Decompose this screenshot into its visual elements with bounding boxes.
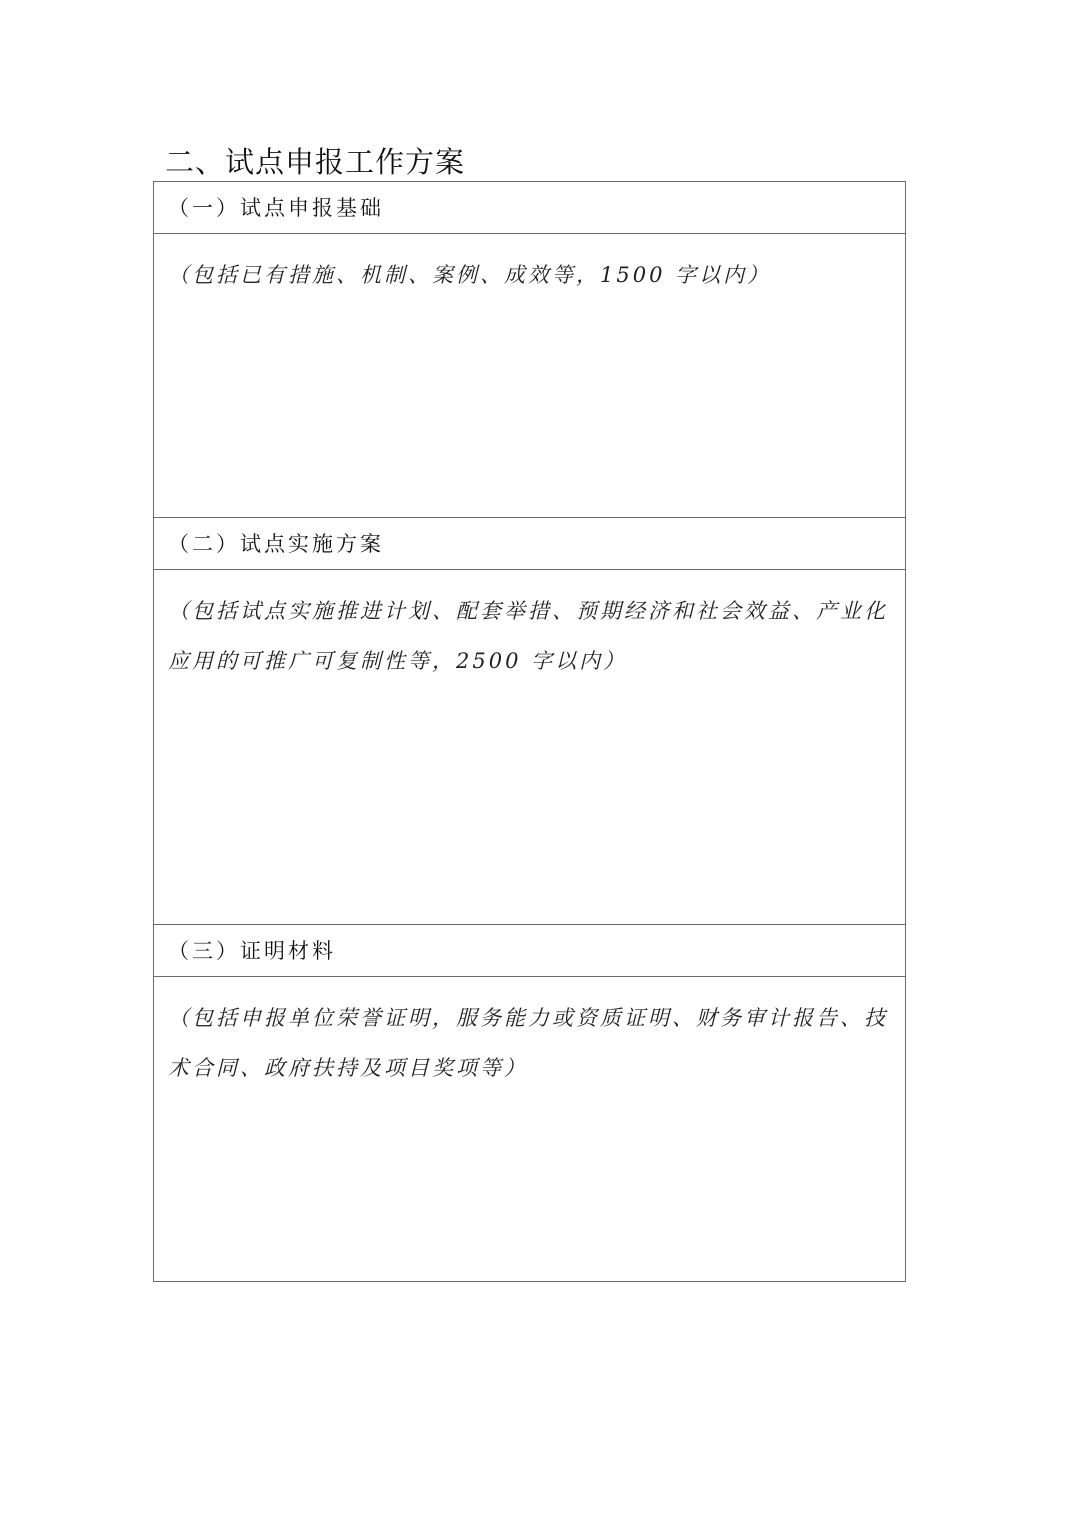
section-field-supporting-materials[interactable]: （包括申报单位荣誉证明，服务能力或资质证明、财务审计报告、技术合同、政府扶持及项目奖项等）	[168, 1006, 888, 1080]
section-field-basis[interactable]: （包括已有措施、机制、案例、成效等，1500 字以内）	[154, 234, 905, 518]
section-title-supporting-materials: （三）证明材料	[154, 925, 905, 977]
section-title-implementation-plan: （二）试点实施方案	[154, 518, 905, 570]
section-title-basis: （一）试点申报基础	[154, 182, 905, 234]
section-field-implementation-plan[interactable]: （包括试点实施推进计划、配套举措、预期经济和社会效益、产业化应用的可推广可复制性等，2500 字以内）	[154, 570, 905, 925]
page-title: 二、试点申报工作方案	[165, 145, 466, 179]
application-form-table	[153, 181, 906, 1282]
